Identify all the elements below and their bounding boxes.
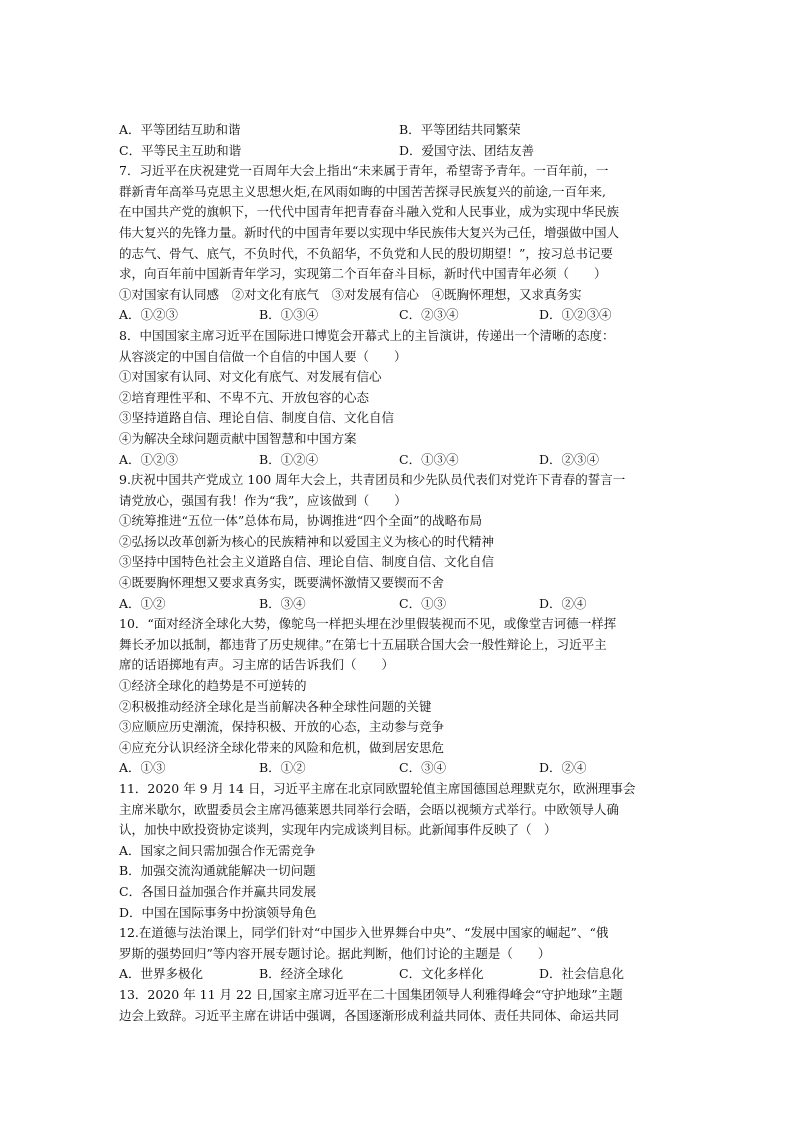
q7-line: 在中国共产党的旗帜下，一代代中国青年把青春奋斗融入党和人民事业，成为实现中华民族 xyxy=(119,204,620,220)
q10-statement: ②积极推动经济全球化是当前解决各种全球性问题的关键 xyxy=(119,698,432,714)
q7-option-d: D．①②③④ xyxy=(539,307,612,323)
q10-line: 10．“面对经济全球化大势，像鸵鸟一样把头埋在沙里假装视而不见，或像堂吉诃德一样挥 xyxy=(119,616,617,632)
q8-statement: ③坚持道路自信、理论自信、制度自信、文化自信 xyxy=(119,410,395,426)
q8-statement: ④为解决全球问题贡献中国智慧和中国方案 xyxy=(119,430,357,446)
question-12 xyxy=(119,923,679,985)
q12-line: 12.在道德与法治课上，同学们针对“中国步入世界舞台中央”、“发展中国家的崛起”、“俄 xyxy=(119,925,609,941)
q8-line: 8．中国国家主席习近平在国际进口博览会开幕式上的主旨演讲，传递出一个清晰的态度： xyxy=(119,327,615,343)
q8-options xyxy=(119,450,679,471)
q8-statement: ②培育理性平和、不卑不亢、开放包容的心态 xyxy=(119,389,370,405)
q8-option-c: C．①③④ xyxy=(399,451,459,467)
q8-line: 从容淡定的中国自信做一个自信的中国人要（ ） xyxy=(119,348,407,364)
q11-line: 认，加快中欧投资协定谈判，实现年内完成谈判目标。此新闻事件反映了（ ） xyxy=(119,822,557,838)
q8-option-a: A．①②③ xyxy=(119,451,179,467)
question-10 xyxy=(119,614,679,779)
q10-statement: ①经济全球化的趋势是不可逆转的 xyxy=(119,678,307,694)
q10-line: 舞长矛加以抵制，都违背了历史规律。”在第七十五届联合国大会一般性辩论上，习近平主 xyxy=(119,636,607,652)
q12-option-b: B．经济全球化 xyxy=(259,966,344,982)
q9-statement: ③坚持中国特色社会主义道路自信、理论自信、制度自信、文化自信 xyxy=(119,554,495,570)
q11-option-a: A．国家之间只需加强合作无需竞争 xyxy=(119,842,316,858)
q7-option-b: B．①③④ xyxy=(259,307,319,323)
q10-options xyxy=(119,758,679,779)
q10-line: 席的话语掷地有声。习主席的话告诉我们（ ） xyxy=(119,657,395,673)
q13-line: 边会上致辞。习近平主席在讲话中强调，各国逐渐形成利益共同体、责任共同体、命运共同 xyxy=(119,1007,620,1023)
q10-statement: ④应充分认识经济全球化带来的风险和危机，做到居安思危 xyxy=(119,739,445,755)
q9-line: 请党放心，强国有我！作为“我”，应该做到（ ） xyxy=(119,492,407,508)
q9-statement: ①统筹推进“五位一体”总体布局，协调推进“四个全面”的战略布局 xyxy=(119,513,483,529)
q9-options xyxy=(119,594,679,615)
q7-line: 7．习近平在庆祝建党一百周年大会上指出“未来属于青年，希望寄予青年。一百年前，一 xyxy=(119,163,609,179)
q13-line: 13．2020 年 11 月 22 日,国家主席习近平在二十国集团领导人利雅得峰会“守护地球”主题 xyxy=(119,986,623,1002)
q12-option-c: C．文化多样化 xyxy=(399,966,484,982)
q6-option-b: B．平等团结共同繁荣 xyxy=(399,122,521,137)
q11-option-c: C．各国日益加强合作并赢共同发展 xyxy=(119,883,317,899)
q10-option-a: A．①③ xyxy=(119,760,166,776)
q12-option-a: A．世界多极化 xyxy=(119,966,204,982)
q9-option-c: C．①③ xyxy=(399,595,447,611)
q6-option-a: A．平等团结互助和谐 xyxy=(119,122,241,137)
q8-statement: ①对国家有认同、对文化有底气、对发展有信心 xyxy=(119,369,382,385)
q9-option-d: D．②④ xyxy=(539,595,587,611)
q6-options-row-1 xyxy=(119,120,679,141)
question-13 xyxy=(119,985,679,1026)
q7-line: 求，向百年前中国新青年学习，实现第二个百年奋斗目标，新时代中国青年必须（ ） xyxy=(119,266,607,282)
q9-statement: ②弘扬以改革创新为核心的民族精神和以爱国主义为核心的时代精神 xyxy=(119,533,495,549)
q9-option-a: A．①② xyxy=(119,595,166,611)
question-8 xyxy=(119,326,679,470)
q7-line: 伟大复兴的先锋力量。新时代的中国青年要以实现中华民族伟大复兴为己任，增强做中国人 xyxy=(119,224,620,240)
q6-options-row-2 xyxy=(119,141,679,162)
q8-option-b: B．①②④ xyxy=(259,451,319,467)
q8-option-d: D．②③④ xyxy=(539,451,600,467)
q7-option-a: A．①②③ xyxy=(119,307,179,323)
q6-option-c: C．平等民主互助和谐 xyxy=(119,142,242,158)
q9-statement: ④既要胸怀理想又要求真务实，既要满怀激情又要锲而不舍 xyxy=(119,575,445,591)
q11-option-b: B．加强交流沟通就能解决一切问题 xyxy=(119,863,316,879)
q9-line: 9.庆祝中国共产党成立 100 周年大会上，共青团员和少先队员代表们对党许下青春的誓言一 xyxy=(119,472,626,488)
question-11 xyxy=(119,779,679,923)
q7-statement: ①对国家有认同感 ②对文化有底气 ③对发展有信心 ④既胸怀理想，又求真务实 xyxy=(119,286,582,302)
q7-line: 群新青年高举马克思主义思想火炬,在风雨如晦的中国苦苦探寻民族复兴的前途,一百年来, xyxy=(119,183,606,199)
q12-options xyxy=(119,964,679,985)
q7-options xyxy=(119,305,679,326)
question-9 xyxy=(119,470,679,614)
q12-option-d: D．社会信息化 xyxy=(539,966,625,982)
q10-option-b: B．①② xyxy=(259,760,306,776)
exam-page xyxy=(119,120,679,1026)
q11-option-d: D．中国在国际事务中扮演领导角色 xyxy=(119,904,317,920)
q7-option-c: C．②③④ xyxy=(399,307,459,323)
question-7 xyxy=(119,161,679,326)
q9-option-b: B．③④ xyxy=(259,595,306,611)
q12-line: 罗斯的强势回归”等内容开展专题讨论。据此判断，他们讨论的主题是（ ） xyxy=(119,945,551,961)
q6-option-d: D．爱国守法、团结友善 xyxy=(399,142,535,158)
q7-line: 的志气、骨气、底气，不负时代，不负韶华，不负党和人民的殷切期望！”，按习总书记要 xyxy=(119,245,613,261)
q11-line: 主席米歇尔，欧盟委员会主席冯德莱恩共同举行会晤，会晤以视频方式举行。中欧领导人确 xyxy=(119,801,620,817)
q10-statement: ③应顺应历史潮流，保持积极、开放的心态，主动参与竞争 xyxy=(119,719,445,735)
q11-line: 11．2020 年 9 月 14 日，习近平主席在北京同欧盟轮值主席国德国总理默克尔，欧洲理事会 xyxy=(119,781,636,796)
q10-option-c: C．③④ xyxy=(399,760,447,776)
q10-option-d: D．②④ xyxy=(539,760,587,776)
